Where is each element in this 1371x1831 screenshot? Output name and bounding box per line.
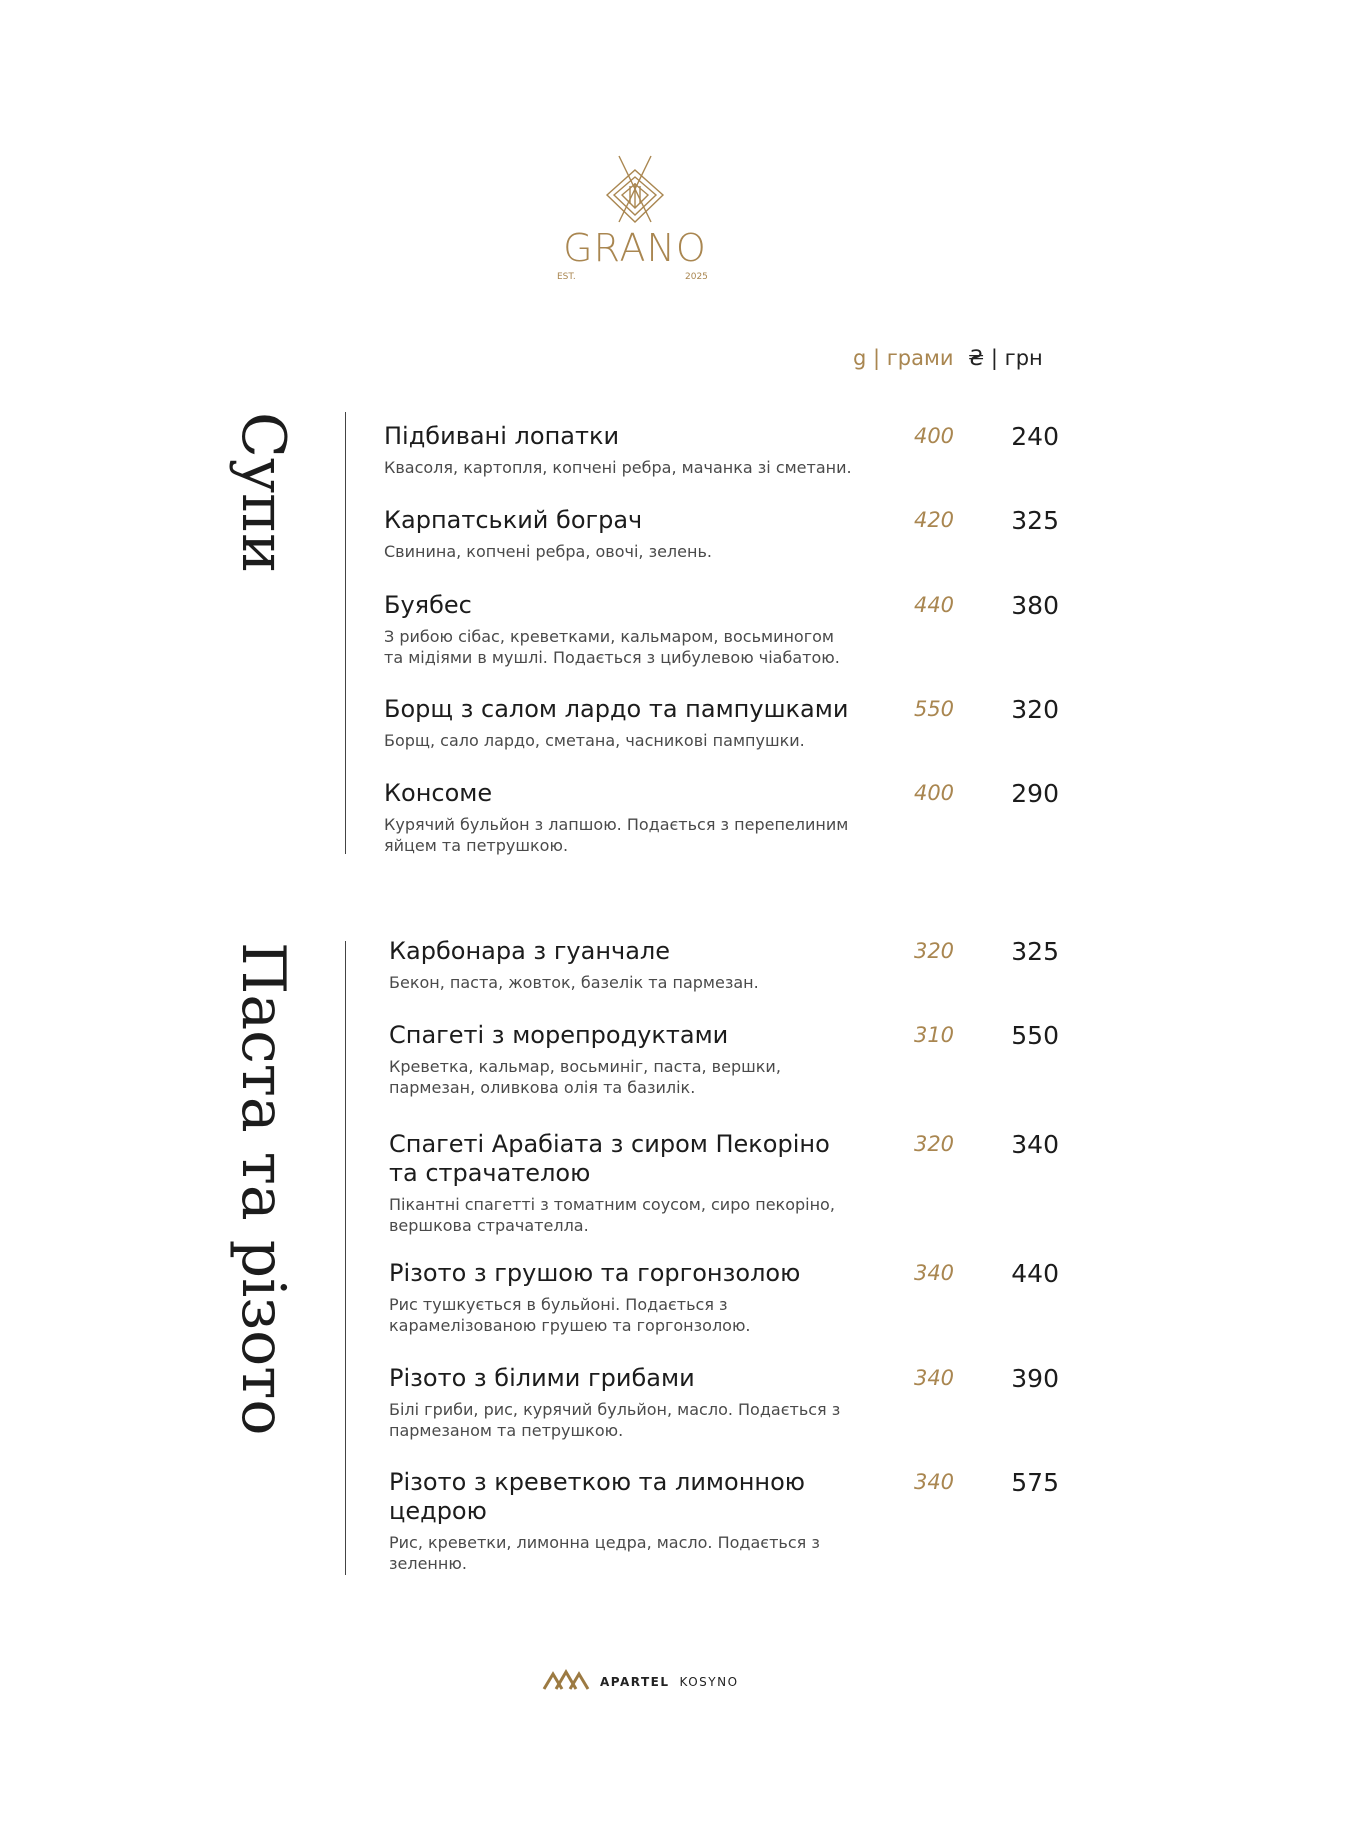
footer-brand-bold: APARTEL	[600, 1675, 670, 1689]
item-grams: 340	[913, 1366, 955, 1390]
item-name: Спагеті Арабіата з сиром Пекоріно та страчателою	[389, 1130, 830, 1187]
item-price: 290	[1011, 779, 1059, 808]
item-grams: 440	[913, 593, 955, 617]
item-grams: 320	[913, 939, 955, 963]
footer-brand	[542, 1669, 739, 1695]
section-divider-soups	[345, 412, 346, 854]
item-name: Підбивані лопатки	[384, 422, 620, 450]
item-grams: 420	[913, 508, 955, 532]
brand-name: GRANO	[563, 226, 707, 270]
item-price: 550	[1011, 1021, 1059, 1050]
section-divider-pasta-risotto	[345, 941, 346, 1575]
footer-brand-light: KOSYNO	[679, 1675, 739, 1689]
item-name: Буябес	[384, 591, 472, 619]
menu-item	[389, 1364, 1269, 1441]
item-description: Пікантні спагетті з томатним соусом, сиро пекоріно, вершкова страчателла.	[389, 1195, 835, 1235]
item-name: Різото з креветкою та лимонною цедрою	[389, 1468, 805, 1525]
item-description: Борщ, сало лардо, сметана, часникові пампушки.	[384, 731, 805, 750]
item-name: Карбонара з гуанчале	[389, 937, 671, 965]
menu-item	[384, 695, 1264, 751]
section-title-soups: Супи	[228, 412, 298, 574]
menu-item	[389, 1259, 1269, 1336]
apartel-mountains-icon	[542, 1669, 590, 1695]
item-description: Квасоля, картопля, копчені ребра, мачанка зі сметани.	[384, 458, 852, 477]
brand-year: 2025	[685, 272, 708, 282]
item-name: Різото з білими грибами	[389, 1364, 695, 1392]
menu-item	[389, 937, 1269, 993]
item-description: З рибою сібас, креветками, кальмаром, восьминогом та мідіями в мушлі. Подається з цибулевою чіабатою.	[384, 627, 840, 667]
item-grams: 340	[913, 1261, 955, 1285]
item-grams: 340	[913, 1470, 955, 1494]
item-name: Карпатський бограч	[384, 506, 643, 534]
menu-item	[384, 591, 1264, 668]
item-name: Борщ з салом лардо та пампушками	[384, 695, 849, 723]
item-description: Креветка, кальмар, восьминіг, паста, вершки, пармезан, оливкова олія та базилік.	[389, 1057, 781, 1097]
item-price: 340	[1011, 1130, 1059, 1159]
item-description: Бекон, паста, жовток, базелік та пармезан.	[389, 973, 759, 992]
item-price: 390	[1011, 1364, 1059, 1393]
item-price: 325	[1011, 937, 1059, 966]
item-price: 440	[1011, 1259, 1059, 1288]
menu-item	[389, 1468, 1269, 1574]
item-name: Консоме	[384, 779, 493, 807]
item-description: Рис тушкується в бульйоні. Подається з карамелізованою грушею та горгонзолою.	[389, 1295, 751, 1335]
item-price: 380	[1011, 591, 1059, 620]
item-grams: 320	[913, 1132, 955, 1156]
item-description: Рис, креветки, лимонна цедра, масло. Подається з зеленню.	[389, 1533, 820, 1573]
item-grams: 550	[913, 697, 955, 721]
menu-item	[389, 1130, 1269, 1236]
item-price: 320	[1011, 695, 1059, 724]
item-price: 240	[1011, 422, 1059, 451]
menu-item	[384, 779, 1264, 856]
grams-column-header: g | грами	[853, 346, 954, 370]
menu-item	[384, 422, 1264, 478]
item-description: Курячий бульйон з лапшою. Подається з перепелиним яйцем та петрушкою.	[384, 815, 849, 855]
item-grams: 310	[913, 1023, 955, 1047]
item-price: 325	[1011, 506, 1059, 535]
item-grams: 400	[913, 424, 955, 448]
item-description: Білі гриби, рис, курячий бульйон, масло. Подається з пармезаном та петрушкою.	[389, 1400, 841, 1440]
price-column-header: ₴ | грн	[968, 346, 1043, 370]
item-name: Спагеті з морепродуктами	[389, 1021, 729, 1049]
item-name: Різото з грушою та горгонзолою	[389, 1259, 801, 1287]
item-grams: 400	[913, 781, 955, 805]
menu-item	[384, 506, 1264, 562]
section-title-pasta-risotto: Паста та різото	[228, 942, 298, 1436]
menu-item	[389, 1021, 1269, 1098]
item-description: Свинина, копчені ребра, овочі, зелень.	[384, 542, 712, 561]
brand-est: EST.	[557, 272, 576, 282]
item-price: 575	[1011, 1468, 1059, 1497]
